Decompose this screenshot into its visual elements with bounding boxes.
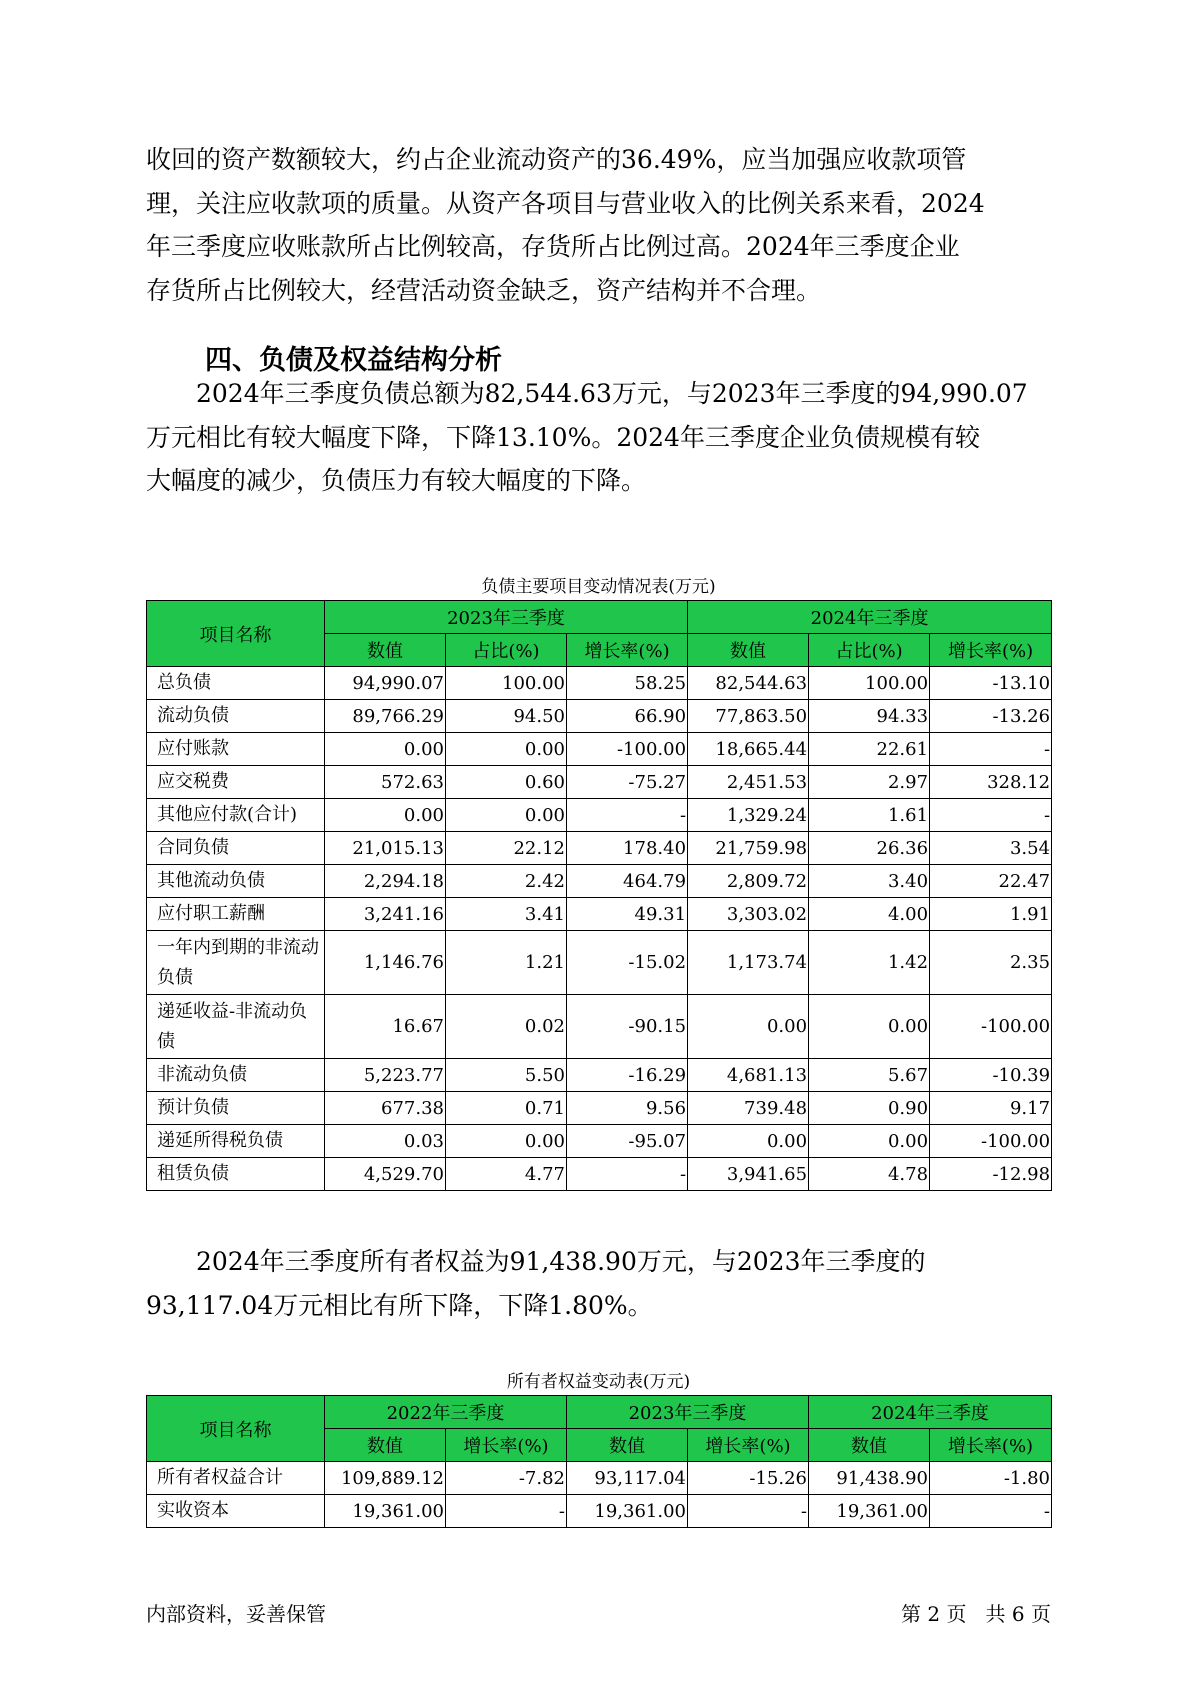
period-header: 2024年三季度 (809, 1396, 1052, 1429)
sub-header: 数值 (567, 1429, 688, 1462)
cell-value: 5,223.77 (325, 1059, 446, 1092)
cell-value: 0.90 (809, 1092, 930, 1125)
cell-value: -95.07 (567, 1125, 688, 1158)
period-header: 2023年三季度 (325, 601, 688, 634)
paragraph-line: 大幅度的减少，负债压力有较大幅度的下降。 (146, 466, 647, 495)
name-header: 项目名称 (147, 601, 325, 667)
cell-value: -75.27 (567, 766, 688, 799)
row-name: 合同负债 (147, 832, 325, 865)
cell-value: 1.61 (809, 799, 930, 832)
row-name: 应交税费 (147, 766, 325, 799)
equity-paragraph (146, 1240, 1051, 1327)
cell-value: 0.00 (325, 799, 446, 832)
cell-value: -100.00 (930, 995, 1052, 1059)
period-header: 2024年三季度 (688, 601, 1052, 634)
cell-value: 739.48 (688, 1092, 809, 1125)
cell-value: 21,015.13 (325, 832, 446, 865)
sub-header: 增长率(%) (930, 1429, 1052, 1462)
intro-paragraph (146, 138, 1051, 312)
cell-value: 0.00 (688, 1125, 809, 1158)
row-name: 所有者权益合计 (147, 1462, 325, 1495)
cell-value: 100.00 (446, 667, 567, 700)
cell-value: 58.25 (567, 667, 688, 700)
cell-value: 1.21 (446, 931, 567, 995)
cell-value: 22.47 (930, 865, 1052, 898)
cell-value: 0.00 (688, 995, 809, 1059)
cell-value: 2,809.72 (688, 865, 809, 898)
equity-table (146, 1395, 1052, 1528)
row-name: 租赁负债 (147, 1158, 325, 1191)
table-row (147, 1125, 1052, 1158)
cell-value: 0.02 (446, 995, 567, 1059)
row-name: 递延所得税负债 (147, 1125, 325, 1158)
cell-value: -100.00 (930, 1125, 1052, 1158)
row-name: 流动负债 (147, 700, 325, 733)
cell-value: 464.79 (567, 865, 688, 898)
cell-value: 2.42 (446, 865, 567, 898)
cell-value: 572.63 (325, 766, 446, 799)
cell-value: - (567, 1158, 688, 1191)
cell-value: 94.50 (446, 700, 567, 733)
table-row (147, 700, 1052, 733)
cell-value: -7.82 (446, 1462, 567, 1495)
table-row (147, 1059, 1052, 1092)
cell-value: 82,544.63 (688, 667, 809, 700)
cell-value: -16.29 (567, 1059, 688, 1092)
cell-value: -13.26 (930, 700, 1052, 733)
paragraph-line: 理，关注应收款项的质量。从资产各项目与营业收入的比例关系来看，2024 (146, 188, 985, 218)
cell-value: 4,681.13 (688, 1059, 809, 1092)
period-header: 2022年三季度 (325, 1396, 567, 1429)
table-row (147, 1495, 1052, 1528)
liability-table (146, 600, 1052, 1191)
cell-value: 677.38 (325, 1092, 446, 1125)
cell-value: 89,766.29 (325, 700, 446, 733)
row-name: 其他应付款(合计) (147, 799, 325, 832)
cell-value: 0.00 (446, 733, 567, 766)
table-row (147, 766, 1052, 799)
row-name: 预计负债 (147, 1092, 325, 1125)
section-heading: 四、负债及权益结构分析 (205, 345, 502, 376)
liability-table-body (147, 667, 1052, 1191)
table-row (147, 733, 1052, 766)
cell-value: 3.40 (809, 865, 930, 898)
cell-value: 109,889.12 (325, 1462, 446, 1495)
row-name: 应付职工薪酬 (147, 898, 325, 931)
cell-value: 0.71 (446, 1092, 567, 1125)
cell-value: 0.00 (809, 995, 930, 1059)
cell-value: 21,759.98 (688, 832, 809, 865)
table-row (147, 667, 1052, 700)
cell-value: 3.41 (446, 898, 567, 931)
cell-value: 16.67 (325, 995, 446, 1059)
cell-value: 22.12 (446, 832, 567, 865)
table-row (147, 1158, 1052, 1191)
page-number: 第 2 页 共 6 页 (901, 1602, 1051, 1626)
row-name: 非流动负债 (147, 1059, 325, 1092)
cell-value: 2.97 (809, 766, 930, 799)
row-name: 一年内到期的非流动负债 (147, 931, 325, 995)
cell-value: - (446, 1495, 567, 1528)
cell-value: 0.60 (446, 766, 567, 799)
cell-value: -10.39 (930, 1059, 1052, 1092)
cell-value: 3,941.65 (688, 1158, 809, 1191)
cell-value: 91,438.90 (809, 1462, 930, 1495)
paragraph-line: 2024年三季度负债总额为82,544.63万元，与2023年三季度的94,990.07 (196, 379, 1028, 408)
cell-value: 0.00 (446, 799, 567, 832)
cell-value: 3.54 (930, 832, 1052, 865)
cell-value: 66.90 (567, 700, 688, 733)
liability-paragraph (146, 372, 1051, 503)
cell-value: 328.12 (930, 766, 1052, 799)
liability-table-caption: 负债主要项目变动情况表(万元) (481, 577, 716, 597)
cell-value: 3,303.02 (688, 898, 809, 931)
paragraph-line: 2024年三季度所有者权益为91,438.90万元，与2023年三季度的 (196, 1247, 926, 1276)
row-name: 递延收益-非流动负债 (147, 995, 325, 1059)
cell-value: 1.91 (930, 898, 1052, 931)
cell-value: 9.17 (930, 1092, 1052, 1125)
cell-value: 4,529.70 (325, 1158, 446, 1191)
sub-header: 增长率(%) (567, 634, 688, 667)
cell-value: 22.61 (809, 733, 930, 766)
name-header: 项目名称 (147, 1396, 325, 1462)
cell-value: - (930, 799, 1052, 832)
sub-header: 占比(%) (446, 634, 567, 667)
cell-value: 1,329.24 (688, 799, 809, 832)
cell-value: 0.00 (809, 1125, 930, 1158)
table-row (147, 995, 1052, 1059)
sub-header: 增长率(%) (930, 634, 1052, 667)
cell-value: 94,990.07 (325, 667, 446, 700)
cell-value: 1,173.74 (688, 931, 809, 995)
paragraph-line: 收回的资产数额较大，约占企业流动资产的36.49%，应当加强应收款项管 (146, 145, 967, 174)
cell-value: 77,863.50 (688, 700, 809, 733)
cell-value: -15.02 (567, 931, 688, 995)
cell-value: - (930, 733, 1052, 766)
row-name: 总负债 (147, 667, 325, 700)
cell-value: 5.50 (446, 1059, 567, 1092)
sub-header: 数值 (325, 1429, 446, 1462)
sub-header: 增长率(%) (688, 1429, 809, 1462)
cell-value: 3,241.16 (325, 898, 446, 931)
row-name: 实收资本 (147, 1495, 325, 1528)
paragraph-line: 万元相比有较大幅度下降，下降13.10%。2024年三季度企业负债规模有较 (146, 422, 980, 452)
cell-value: 2,451.53 (688, 766, 809, 799)
cell-value: 100.00 (809, 667, 930, 700)
sub-header: 数值 (688, 634, 809, 667)
cell-value: -90.15 (567, 995, 688, 1059)
equity-table-body (147, 1462, 1052, 1528)
cell-value: 49.31 (567, 898, 688, 931)
cell-value: 0.00 (446, 1125, 567, 1158)
table-row (147, 799, 1052, 832)
cell-value: -13.10 (930, 667, 1052, 700)
cell-value: 9.56 (567, 1092, 688, 1125)
table-row (147, 1462, 1052, 1495)
cell-value: 2.35 (930, 931, 1052, 995)
cell-value: 4.00 (809, 898, 930, 931)
cell-value: 5.67 (809, 1059, 930, 1092)
cell-value: 19,361.00 (567, 1495, 688, 1528)
cell-value: 178.40 (567, 832, 688, 865)
period-header: 2023年三季度 (567, 1396, 809, 1429)
cell-value: - (567, 799, 688, 832)
cell-value: -100.00 (567, 733, 688, 766)
footer-left: 内部资料，妥善保管 (146, 1602, 326, 1626)
cell-value: 1,146.76 (325, 931, 446, 995)
paragraph-line: 年三季度应收账款所占比例较高，存货所占比例过高。2024年三季度企业 (146, 232, 960, 261)
cell-value: -15.26 (688, 1462, 809, 1495)
cell-value: 93,117.04 (567, 1462, 688, 1495)
sub-header: 数值 (325, 634, 446, 667)
cell-value: -12.98 (930, 1158, 1052, 1191)
row-name: 应付账款 (147, 733, 325, 766)
cell-value: 19,361.00 (325, 1495, 446, 1528)
cell-value: 2,294.18 (325, 865, 446, 898)
cell-value: - (930, 1495, 1052, 1528)
table-row (147, 898, 1052, 931)
cell-value: 1.42 (809, 931, 930, 995)
table-row (147, 1092, 1052, 1125)
cell-value: 0.03 (325, 1125, 446, 1158)
cell-value: 26.36 (809, 832, 930, 865)
row-name: 其他流动负债 (147, 865, 325, 898)
sub-header: 数值 (809, 1429, 930, 1462)
cell-value: 4.78 (809, 1158, 930, 1191)
table-row (147, 865, 1052, 898)
sub-header: 增长率(%) (446, 1429, 567, 1462)
paragraph-line: 93,117.04万元相比有所下降，下降1.80%。 (146, 1290, 653, 1320)
cell-value: 19,361.00 (809, 1495, 930, 1528)
cell-value: 4.77 (446, 1158, 567, 1191)
cell-value: 0.00 (325, 733, 446, 766)
sub-header: 占比(%) (809, 634, 930, 667)
cell-value: 18,665.44 (688, 733, 809, 766)
cell-value: 94.33 (809, 700, 930, 733)
cell-value: -1.80 (930, 1462, 1052, 1495)
paragraph-line: 存货所占比例较大，经营活动资金缺乏，资产结构并不合理。 (146, 275, 822, 305)
table-row (147, 931, 1052, 995)
cell-value: - (688, 1495, 809, 1528)
table-row (147, 832, 1052, 865)
equity-table-caption: 所有者权益变动表(万元) (506, 1372, 691, 1392)
